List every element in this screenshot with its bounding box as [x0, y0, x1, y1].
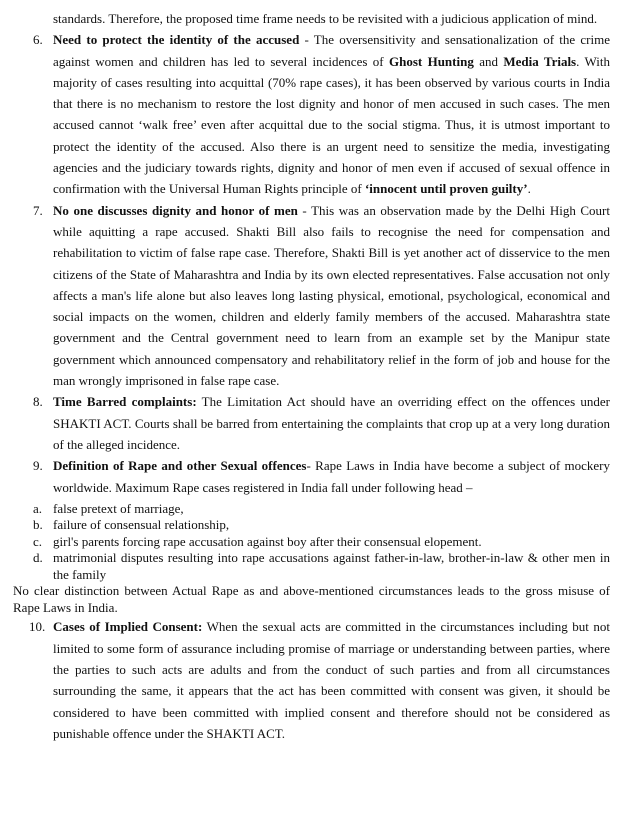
- item-text: When the sexual acts are committed in the circumstances including but not limited to some form of assurance including promise of marriage or understanding between parties, where the parties to such acts are adults and from the conduct of such parties and from all circumstances surrounding the same, it appears that the act has been committed with consent was given, it should be considered to have been committed with implied consent and therefore should not be considered as punishable offence under the SHAKTI ACT.: [53, 619, 610, 741]
- item-number: 8.: [33, 394, 43, 410]
- sub-item-letter: a.: [33, 500, 43, 516]
- sub-item-a: [33, 500, 610, 518]
- distinction-paragraph: No clear distinction between Actual Rape as and above-mentioned circumstances leads to the gross misuse of Rape Laws in India.: [13, 583, 610, 615]
- bold-phrase: ‘innocent until proven guilty’: [364, 181, 528, 197]
- item-title: No one discusses dignity and honor of men: [53, 202, 298, 218]
- list-item-6: [33, 29, 610, 199]
- bold-phrase: Ghost Hunting: [388, 53, 474, 69]
- document-page: [0, 8, 632, 744]
- item-text: - The oversensitivity and sensationalization of the crime against women and children has led to several incidences of: [53, 32, 610, 69]
- sub-item-b: [33, 517, 610, 534]
- sub-item-text: false pretext of marriage,: [53, 500, 184, 516]
- item-text: .: [527, 181, 531, 197]
- bold-phrase: Media Trials: [503, 53, 577, 69]
- item-text: - Rape Laws in India have become a subject of mockery worldwide. Maximum Rape cases registered in India fall under following head –: [53, 458, 610, 495]
- item-title: Cases of Implied Consent:: [53, 619, 203, 635]
- sub-item-letter: b.: [33, 517, 43, 533]
- item-title: Definition of Rape and other Sexual offences: [53, 458, 307, 474]
- sub-item-text: girl's parents forcing rape accusation against boy after their consensual elopement.: [53, 533, 482, 549]
- item-text: The Limitation Act should have an overriding effect on the offences under SHAKTI ACT. Courts shall be barred from entertaining the complaints that crop up at a very long duration of the alleged incidence.: [53, 394, 610, 452]
- sub-item-text: failure of consensual relationship,: [53, 517, 230, 533]
- item-number: 9.: [33, 458, 43, 474]
- item-number: 7.: [33, 202, 43, 218]
- sub-item-text: matrimonial disputes resulting into rape accusations against father-in-law, brother-in-law & other men in the family: [53, 550, 610, 582]
- paragraph-text: standards. Therefore, the proposed time frame needs to be revisited with a judicious application of mind.: [53, 11, 598, 26]
- item-title: Need to protect the identity of the accused: [53, 32, 300, 48]
- sub-item-letter: c.: [33, 533, 43, 549]
- item-text: - This was an observation made by the Delhi High Court while aquitting a rape accused. Shakti Bill also fails to recognise the need for compensation and rehabilitation to victim of false rape case. Therefore, Shakti Bill is yet another act of disservice to the men citizens of the State of Maharashtra and India by its own elected representatives. False accusation not only affects a man's life alone but also leaves long lasting physical, emotional, psychological, economical and social impacts on the women, children and elderly family members of the accused. Maharashtra state government and the Central government need to learn from an example set by the Manipur state government which announced compensatory and rehabilitatory relief in the form of job and house for the man wrongly imprisoned in false rape case.: [53, 202, 610, 389]
- item-number: 6.: [33, 32, 43, 48]
- item-text: and: [473, 53, 504, 69]
- item-title: Time Barred complaints:: [53, 394, 197, 410]
- list-item-8: [33, 391, 610, 455]
- continuation-paragraph: [53, 8, 610, 29]
- sub-item-d: [33, 550, 610, 583]
- item-number: 10.: [29, 619, 46, 635]
- item-text: . With majority of cases resulting into acquittal (70% rape cases), it has been observed by various courts in India that there is no mechanism to restore the lost dignity and honor of men accused in such cases. The men accused cannot ‘walk free’ even after acquittal due to the social stigma. Thus, it is utmost important to protect the identity of the accused. Also there is an urgent need to sensitize the media, investigating agencies and the judiciary towards rights, dignity and honor of men even if accused of sexual offence in confirmation with the Universal Human Rights principle of: [53, 53, 610, 197]
- sub-item-c: [33, 533, 610, 551]
- sub-item-letter: d.: [33, 550, 43, 566]
- list-item-9: [33, 455, 610, 498]
- list-item-7: [33, 200, 610, 392]
- list-item-10: [29, 616, 610, 744]
